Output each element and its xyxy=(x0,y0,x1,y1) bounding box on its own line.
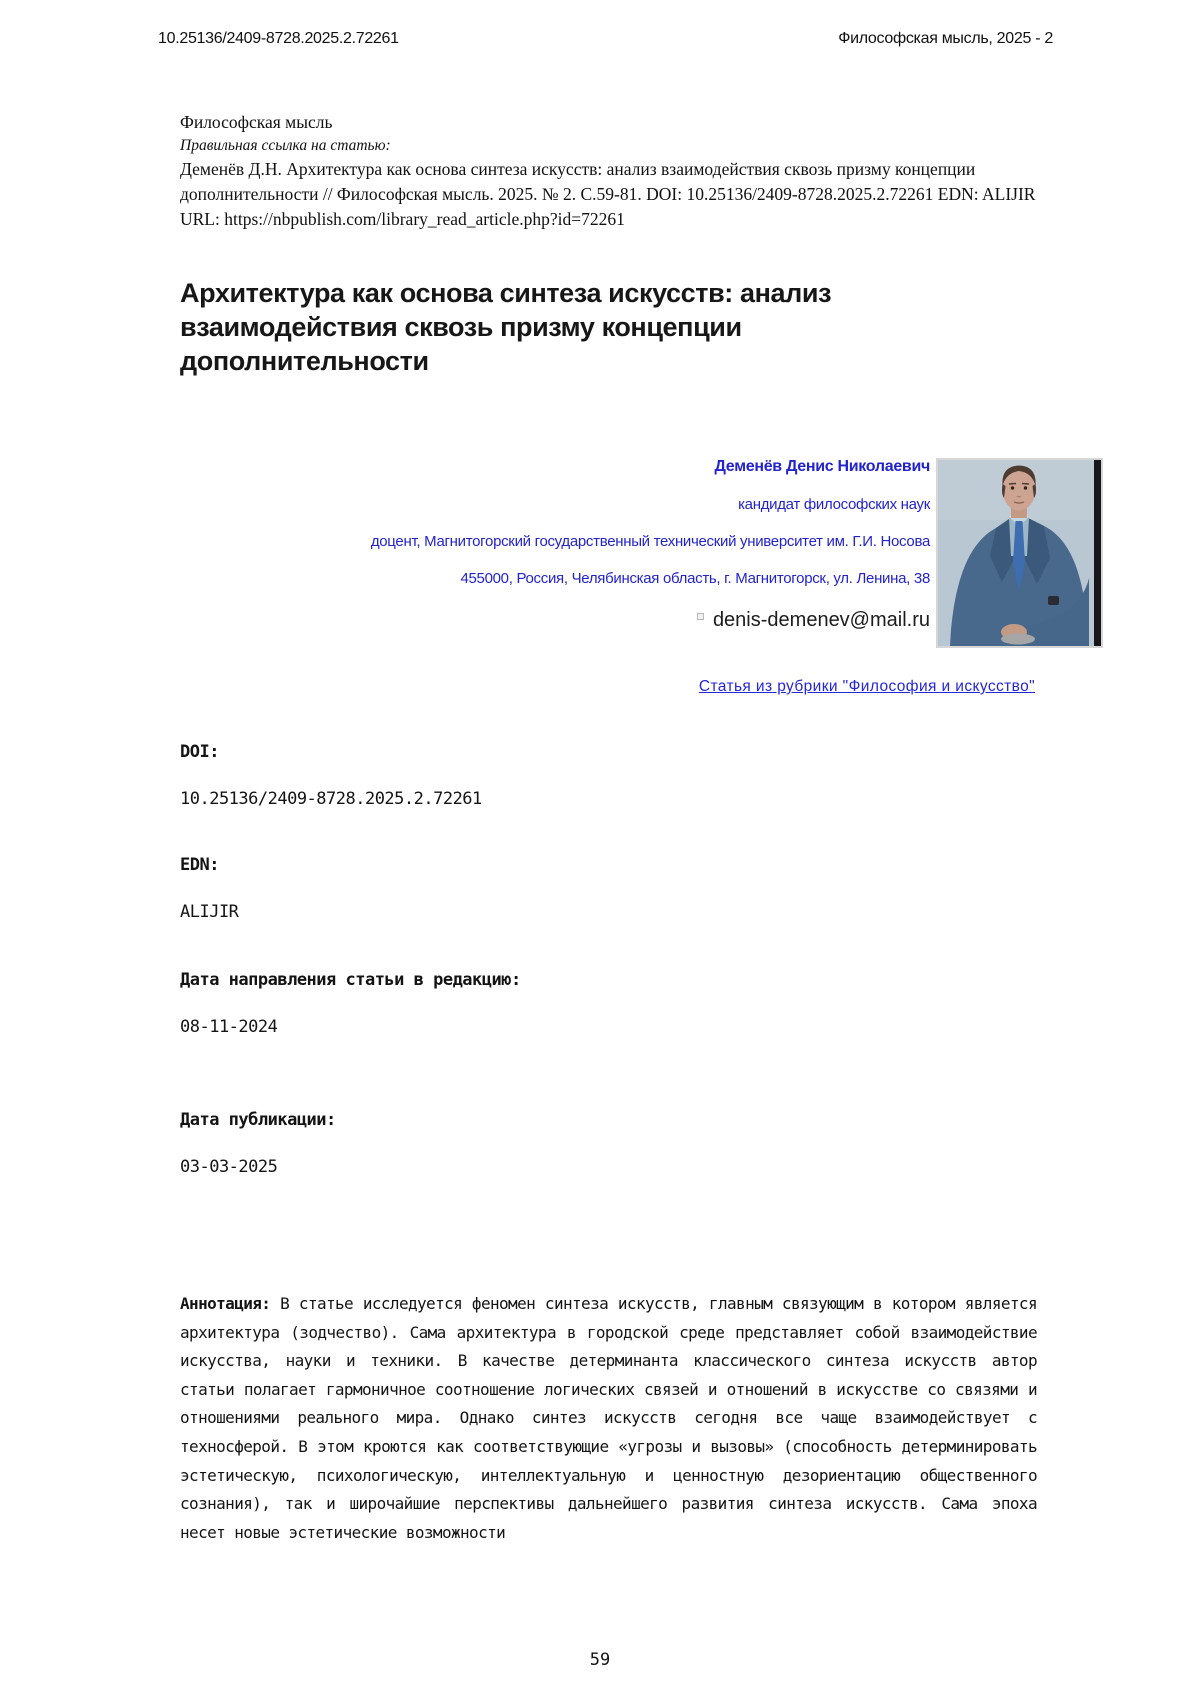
edn-label: EDN: xyxy=(180,855,219,875)
abstract-paragraph xyxy=(180,1290,1037,1547)
author-affiliation: доцент, Магнитогорский государственный технический университет им. Г.И. Носова xyxy=(370,533,930,550)
author-degree: кандидат философских наук xyxy=(738,496,930,513)
edn-value: ALIJIR xyxy=(180,902,239,922)
citation-block xyxy=(180,110,1037,232)
abstract-label: Аннотация: xyxy=(180,1294,271,1313)
doi-label: DOI: xyxy=(180,742,219,762)
metadata-block xyxy=(180,742,1037,1177)
doi-value: 10.25136/2409-8728.2025.2.72261 xyxy=(180,789,482,809)
received-date-value: 08-11-2024 xyxy=(180,1017,278,1037)
page-number: 59 xyxy=(589,1650,611,1670)
publication-date-value: 03-03-2025 xyxy=(180,1157,278,1177)
rubric-link[interactable]: Статья из рубрики "Философия и искусство" xyxy=(698,678,1035,695)
received-date-label: Дата направления статьи в редакцию: xyxy=(180,970,521,990)
author-block xyxy=(180,452,1103,667)
running-head xyxy=(158,30,1053,48)
author-name: Деменёв Денис Николаевич xyxy=(714,458,930,475)
abstract-text: В статье исследуется феномен синтеза искусств, главным связующим в котором является архитектура (зодчество). Сама архитектура в городской среде представляет собой взаимодействие искусства, науки и техники. В качестве детерминанта классического синтеза искусств автор статьи полагает гармоничное соотношение логических связей и отношений в искусстве со связями и отношениями реального мира. Однако синтез искусств сегодня все чаще взаимодействует с техносферой. В этом кроются как соответствующие «угрозы и вызовы» (способность детерминировать эстетическую, психологическую, интеллектуальную и ценностную дезориентацию общественного сознания), так и широчайшие перспективы дальнейшего развития синтеза искусств. Сама эпоха несет новые эстетические возможности xyxy=(180,1294,1037,1542)
article-title: Архитектура как основа синтеза искусств: анализ взаимодействия сквозь призму концепции дополнительности xyxy=(180,278,832,376)
author-photo xyxy=(936,458,1103,648)
author-address: 455000, Россия, Челябинская область, г. Магнитогорск, ул. Ленина, 38 xyxy=(460,570,930,587)
citation-journal-name: Философская мысль xyxy=(180,112,333,132)
citation-label: Правильная ссылка на статью: xyxy=(180,137,391,154)
author-info xyxy=(180,458,930,632)
email-bullet-icon xyxy=(697,613,704,620)
citation-text: Деменёв Д.Н. Архитектура как основа синтеза искусств: анализ взаимодействия сквозь призму концепции дополнительности // Философская мысль. 2025. № 2. С.59-81. DOI: 10.25136/2409-8728.2025.2.72261 EDN: ALIJIR URL: https://nbpublish.com/library_read_article.php?id=72261 xyxy=(180,159,1036,229)
publication-date-label: Дата публикации: xyxy=(180,1110,336,1130)
rubric-row xyxy=(180,678,1035,696)
author-email: denis-demenev@mail.ru xyxy=(712,609,930,631)
running-head-doi: 10.25136/2409-8728.2025.2.72261 xyxy=(158,30,399,47)
running-head-journal: Философская мысль, 2025 - 2 xyxy=(838,30,1053,47)
author-email-row xyxy=(180,609,930,632)
